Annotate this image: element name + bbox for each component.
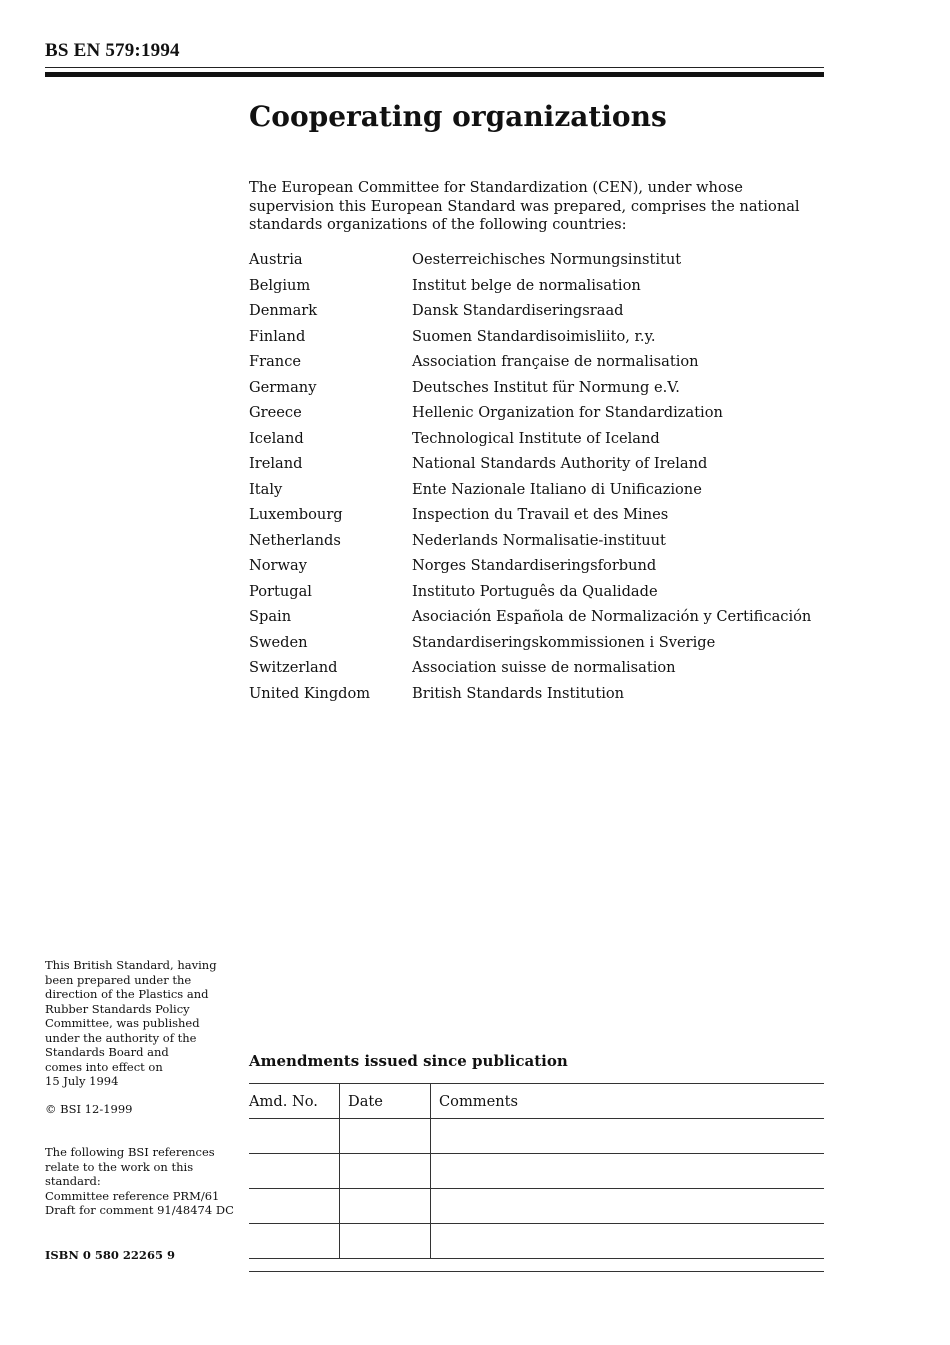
country-name: Norway	[249, 557, 307, 574]
country-name: Italy	[249, 480, 283, 498]
publication-note-line: direction of the Plastics and	[45, 987, 209, 1001]
table-cell	[431, 1154, 825, 1189]
references-note-line: The following BSI references	[45, 1145, 215, 1159]
publication-note-line: under the authority of the	[45, 1030, 197, 1045]
organization-name: Ente Nazionale Italiano di Unificazione	[412, 480, 702, 498]
list-item	[249, 505, 824, 531]
copyright-note: © BSI 12-1999	[45, 1102, 133, 1116]
country-name: France	[249, 353, 302, 370]
table-row	[249, 1189, 824, 1224]
organization-name: National Standards Authority of Ireland	[412, 455, 708, 472]
list-item	[249, 582, 824, 608]
list-item	[249, 480, 824, 506]
list-item	[249, 250, 824, 276]
table-cell	[340, 1224, 431, 1259]
column-header-amd-no: Amd. No.	[249, 1084, 340, 1119]
country-name: Iceland	[249, 429, 304, 447]
country-name: Luxembourg	[249, 506, 343, 523]
amendments-table	[249, 1083, 824, 1259]
list-item	[249, 403, 824, 429]
country-name: Sweden	[249, 633, 308, 651]
organization-name: Norges Standardiseringsforbund	[412, 557, 657, 574]
table-cell	[431, 1224, 825, 1259]
table-row	[249, 1119, 824, 1154]
table-cell	[431, 1119, 825, 1154]
organization-name: Instituto Português da Qualidade	[412, 582, 658, 600]
organization-name: Oesterreichisches Normungsinstitut	[412, 251, 682, 268]
list-item	[249, 327, 824, 353]
references-note-line: standard:	[45, 1174, 101, 1188]
table-cell	[249, 1224, 340, 1259]
publication-note-line: been prepared under the	[45, 972, 192, 987]
list-item	[249, 378, 824, 404]
publication-note-line: Committee, was published	[45, 1016, 200, 1030]
organization-name: Hellenic Organization for Standardization	[412, 404, 723, 421]
organization-name: Inspection du Travail et des Mines	[412, 506, 669, 523]
organization-name: Technological Institute of Iceland	[412, 429, 660, 447]
country-name: Germany	[249, 378, 317, 396]
country-name: Portugal	[249, 582, 312, 600]
country-name: Spain	[249, 608, 292, 625]
bottom-rule	[249, 1271, 824, 1272]
list-item	[249, 531, 824, 557]
header-rule-thick	[45, 72, 824, 77]
header-rule-thin	[45, 67, 824, 68]
organization-name: Dansk Standardiseringsraad	[412, 302, 624, 319]
table-row	[249, 1154, 824, 1189]
table-row	[249, 1224, 824, 1259]
list-item	[249, 454, 824, 480]
country-name: Finland	[249, 327, 306, 345]
table-cell	[249, 1154, 340, 1189]
organization-name: Nederlands Normalisatie-instituut	[412, 531, 666, 549]
list-item	[249, 301, 824, 327]
list-item	[249, 684, 824, 710]
publication-note-line: Rubber Standards Policy	[45, 1001, 190, 1016]
publication-note-line: comes into effect on	[45, 1059, 163, 1074]
publication-note	[45, 958, 240, 1089]
organization-name: Institut belge de normalisation	[412, 276, 641, 294]
publication-note-line: This British Standard, having	[45, 958, 217, 972]
list-item	[249, 276, 824, 302]
organization-name: British Standards Institution	[412, 684, 625, 702]
country-name: Austria	[249, 251, 303, 268]
references-note-line: Draft for comment 91/48474 DC	[45, 1203, 234, 1217]
amendments-header-row	[249, 1084, 824, 1119]
table-cell	[340, 1189, 431, 1224]
document-code: BS EN 579:1994	[45, 40, 180, 61]
amendments-heading: Amendments issued since publication	[249, 1052, 568, 1070]
references-note-line: relate to the work on this	[45, 1159, 194, 1174]
organization-name: Association suisse de normalisation	[412, 659, 676, 676]
country-name: Netherlands	[249, 531, 341, 549]
references-note-line: Committee reference PRM/61	[45, 1188, 220, 1203]
country-name: Greece	[249, 404, 302, 421]
list-item	[249, 352, 824, 378]
publication-note-line: Standards Board and	[45, 1045, 169, 1059]
table-cell	[340, 1154, 431, 1189]
organization-name: Deutsches Institut für Normung e.V.	[412, 378, 680, 396]
list-item	[249, 658, 824, 684]
country-name: United Kingdom	[249, 684, 371, 702]
page-title: Cooperating organizations	[249, 100, 667, 133]
organization-name: Association française de normalisation	[412, 353, 699, 370]
organization-name: Standardiseringskommissionen i Sverige	[412, 633, 716, 651]
publication-note-line: 15 July 1994	[45, 1074, 119, 1088]
country-name: Belgium	[249, 276, 311, 294]
table-cell	[431, 1189, 825, 1224]
country-name: Switzerland	[249, 659, 338, 676]
organization-name: Suomen Standardisoimisliito, r.y.	[412, 327, 656, 345]
table-cell	[340, 1119, 431, 1154]
list-item	[249, 429, 824, 455]
bsi-references-note	[45, 1145, 240, 1218]
list-item	[249, 633, 824, 659]
column-header-date: Date	[340, 1084, 431, 1119]
list-item	[249, 556, 824, 582]
isbn: ISBN 0 580 22265 9	[45, 1248, 175, 1262]
country-name: Denmark	[249, 302, 318, 319]
organization-list	[249, 250, 824, 709]
country-name: Ireland	[249, 455, 303, 472]
column-header-comments: Comments	[431, 1084, 825, 1119]
intro-paragraph: The European Committee for Standardization (CEN), under whose supervision this European Standard was prepared, comprises the national standards organizations of the following countries:	[249, 179, 800, 233]
table-cell	[249, 1119, 340, 1154]
list-item	[249, 607, 824, 633]
table-cell	[249, 1189, 340, 1224]
organization-name: Asociación Española de Normalización y Certificación	[412, 608, 812, 625]
